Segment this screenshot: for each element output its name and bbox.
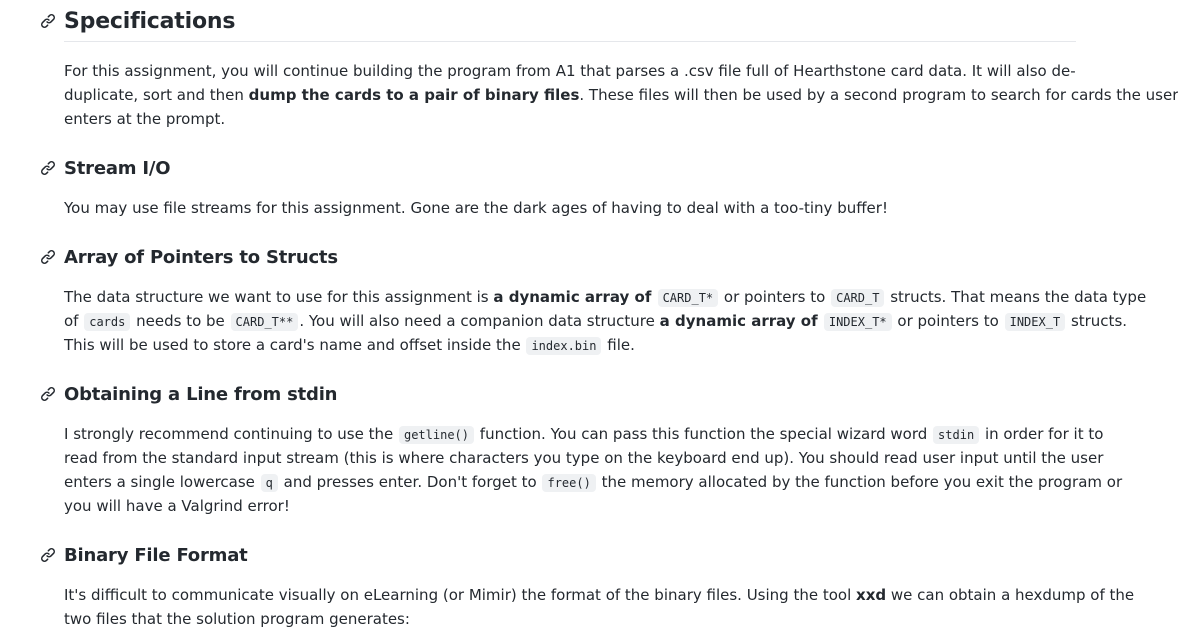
text-run: read from the standard input stream (this is where characters you type on the keyboard end up). You should read user input until the user [64,449,1104,467]
link-icon[interactable] [40,386,56,402]
bold-text: dump the cards to a pair of binary files [248,86,580,104]
inline-code: INDEX_T [1005,313,1066,331]
text-line [64,333,1076,357]
inline-code: INDEX_T* [824,313,892,331]
text-run: and presses enter. Don't forget to [278,473,542,491]
heading-text: Obtaining a Line from stdin [64,383,338,405]
bold-text: a dynamic array of [659,312,823,330]
bold-text: xxd [856,586,887,604]
text-run: This will be used to store a card's name and offset inside the [64,336,526,354]
inline-code: cards [84,313,130,331]
text-run: needs to be [131,312,230,330]
heading-specifications [40,6,235,36]
text-line [64,446,1104,470]
text-line [64,494,1076,518]
text-line [64,59,1076,83]
bold-text: a dynamic array of [493,288,657,306]
text-line [64,583,1135,607]
text-line [64,285,1147,309]
inline-code: index.bin [526,337,601,355]
text-run: of [64,312,84,330]
paragraph-binary-format [64,583,1135,631]
link-icon[interactable] [40,249,56,265]
text-run: file. [602,336,635,354]
paragraph-array-pointers [64,285,1147,357]
text-run: structs. That means the data type [885,288,1147,306]
text-run: function. You can pass this function the special wizard word [475,425,933,443]
text-run: two files that the solution program generates: [64,610,410,628]
text-run: I strongly recommend continuing to use the [64,425,398,443]
heading-text: Array of Pointers to Structs [64,246,338,268]
text-run: enters at the prompt. [64,110,226,128]
text-line [64,470,1123,494]
inline-code: getline() [399,426,474,444]
heading-stream-io [40,155,170,181]
link-icon[interactable] [40,13,56,29]
text-run: You may use file streams for this assignment. Gone are the dark ages of having to deal with a too-tiny buffer! [64,199,888,217]
text-run: we can obtain a hexdump of the [886,586,1135,604]
text-line [64,107,1076,131]
text-line [64,607,1076,631]
text-run: . You will also need a companion data structure [299,312,660,330]
inline-code: q [261,474,278,492]
text-run: you will have a Valgrind error! [64,497,290,515]
text-run: or pointers to [719,288,831,306]
paragraph-obtaining-line [64,422,1123,518]
heading-array-pointers [40,244,338,270]
text-line [64,83,1178,107]
inline-code: free() [542,474,595,492]
text-line [64,309,1128,333]
inline-code: CARD_T* [658,289,719,307]
heading-divider [64,41,1076,42]
text-run: The data structure we want to use for this assignment is [64,288,494,306]
heading-obtaining-line [40,381,337,407]
text-run: For this assignment, you will continue building the program from A1 that parses a .csv file full of Hearthstone card data. It will also de- [64,62,1076,80]
heading-text: Specifications [64,8,236,34]
text-line [64,422,1104,446]
text-run: structs. [1066,312,1128,330]
heading-text: Binary File Format [64,544,248,566]
heading-binary-format [40,542,248,568]
inline-code: CARD_T [831,289,884,307]
text-run: in order for it to [980,425,1104,443]
inline-code: stdin [933,426,979,444]
text-run: duplicate, sort and then [64,86,249,104]
text-run: enters a single lowercase [64,473,260,491]
text-run: . These files will then be used by a second program to search for cards the user [579,86,1178,104]
link-icon[interactable] [40,160,56,176]
paragraph-specifications [64,59,1178,131]
inline-code: CARD_T** [231,313,299,331]
text-run: It's difficult to communicate visually on eLearning (or Mimir) the format of the binary files. Using the tool [64,586,857,604]
heading-text: Stream I/O [64,157,171,179]
link-icon[interactable] [40,547,56,563]
paragraph-stream-io [64,196,1076,220]
text-run: the memory allocated by the function before you exit the program or [596,473,1123,491]
text-line [64,196,1076,220]
text-run: or pointers to [892,312,1004,330]
